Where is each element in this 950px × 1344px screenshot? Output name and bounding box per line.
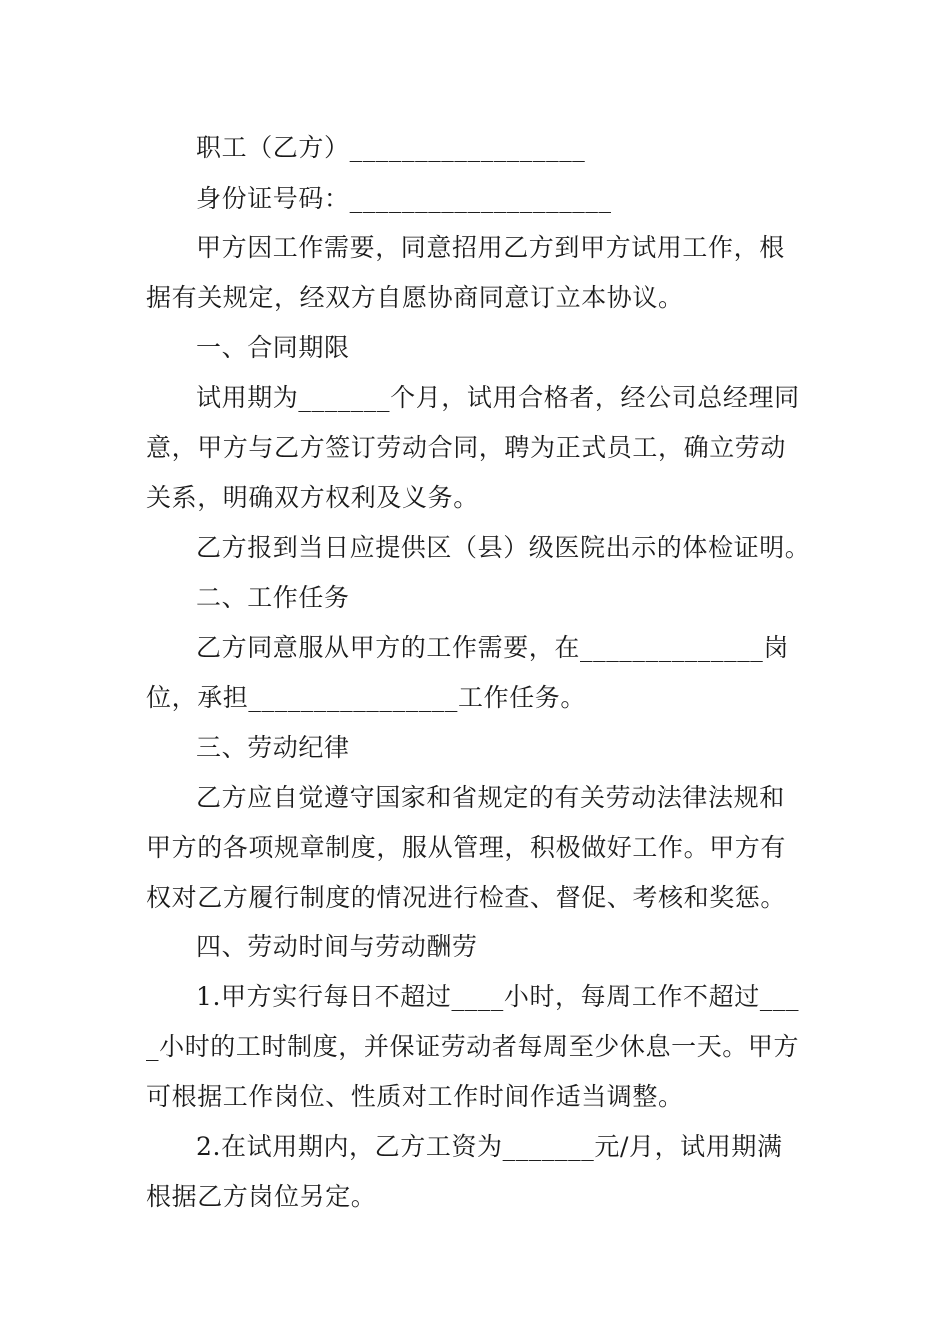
section-3-heading: 三、劳动纪律 <box>196 733 350 762</box>
intro-paragraph-line-2: 据有关规定，经双方自愿协商同意订立本协议。 <box>146 283 684 312</box>
section-4-item-2-line-1: 2.在试用期内，乙方工资为_______元/月，试用期满 <box>196 1132 783 1161</box>
employee-party-b-line: 职工（乙方）__________________ <box>196 133 586 162</box>
health-certificate-line: 乙方报到当日应提供区（县）级医院出示的体检证明。 <box>196 533 811 562</box>
section-2-heading: 二、工作任务 <box>196 583 350 612</box>
section-3-paragraph-line-3: 权对乙方履行制度的情况进行检查、督促、考核和奖惩。 <box>146 883 787 912</box>
section-4-item-1-line-2: _小时的工时制度，并保证劳动者每周至少休息一天。甲方 <box>146 1032 800 1061</box>
section-4-item-2-line-2: 根据乙方岗位另定。 <box>146 1182 377 1211</box>
section-1-heading: 一、合同期限 <box>196 333 350 362</box>
section-1-paragraph-line-2: 意，甲方与乙方签订劳动合同，聘为正式员工，确立劳动 <box>146 433 787 462</box>
section-4-item-1-line-3: 可根据工作岗位、性质对工作时间作适当调整。 <box>146 1082 684 1111</box>
section-2-paragraph-line-1: 乙方同意服从甲方的工作需要，在______________岗 <box>196 633 790 662</box>
id-number-line: 身份证号码：____________________ <box>196 184 612 213</box>
section-4-heading: 四、劳动时间与劳动酬劳 <box>196 932 478 961</box>
section-4-item-1-line-1: 1.甲方实行每日不超过____小时，每周工作不超过___ <box>196 982 800 1011</box>
section-3-paragraph-line-2: 甲方的各项规章制度，服从管理，积极做好工作。甲方有 <box>146 833 787 862</box>
section-3-paragraph-line-1: 乙方应自觉遵守国家和省规定的有关劳动法律法规和 <box>196 783 785 812</box>
section-1-paragraph-line-3: 关系，明确双方权利及义务。 <box>146 483 479 512</box>
intro-paragraph-line-1: 甲方因工作需要，同意招用乙方到甲方试用工作，根 <box>196 233 785 262</box>
section-1-paragraph-line-1: 试用期为_______个月，试用合格者，经公司总经理同 <box>196 383 800 412</box>
section-2-paragraph-line-2: 位，承担________________工作任务。 <box>146 683 587 712</box>
